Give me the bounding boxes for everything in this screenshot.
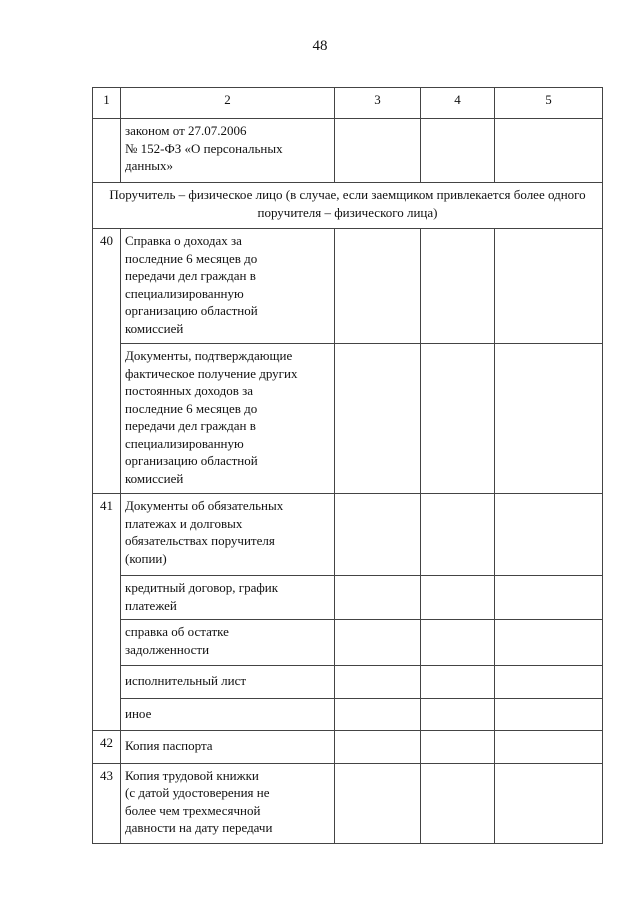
col5-cell (495, 763, 603, 843)
document-cell: исполнительный лист (121, 666, 335, 699)
table-row (93, 620, 603, 666)
col4-cell (421, 731, 495, 764)
table-row (93, 229, 603, 344)
col4-cell (421, 666, 495, 699)
col5-cell (495, 344, 603, 494)
col5-cell (495, 119, 603, 183)
header-col-1: 1 (93, 88, 121, 119)
header-col-3: 3 (335, 88, 421, 119)
table-row (93, 344, 603, 494)
col3-cell (335, 494, 421, 576)
document-cell: Справка о доходах за последние 6 месяцев до передачи дел граждан в специализированную организацию областной комиссией (121, 229, 335, 344)
header-col-2: 2 (121, 88, 335, 119)
documents-table (92, 87, 603, 844)
table-row (93, 494, 603, 576)
header-col-5: 5 (495, 88, 603, 119)
row-number-empty (93, 119, 121, 183)
col4-cell (421, 620, 495, 666)
col3-cell (335, 666, 421, 699)
document-cell: Копия паспорта (121, 731, 335, 764)
col3-cell (335, 576, 421, 620)
col4-cell (421, 344, 495, 494)
col3-cell (335, 698, 421, 731)
table-row (93, 698, 603, 731)
table-row (93, 576, 603, 620)
col4-cell (421, 494, 495, 576)
col5-cell (495, 229, 603, 344)
row-number: 43 (93, 763, 121, 843)
table-row-continuation (93, 119, 603, 183)
section-row (93, 183, 603, 229)
col4-cell (421, 229, 495, 344)
col5-cell (495, 666, 603, 699)
row-number: 41 (93, 494, 121, 731)
table-row (93, 731, 603, 764)
col3-cell (335, 731, 421, 764)
document-cell: Копия трудовой книжки (с датой удостоверения не более чем трехмесячной давности на дату передачи (121, 763, 335, 843)
col4-cell (421, 763, 495, 843)
document-cell: Документы, подтверждающие фактическое получение других постоянных доходов за последние 6 месяцев до передачи дел граждан в специализированную организацию областной комиссией (121, 344, 335, 494)
row-number: 40 (93, 229, 121, 494)
table-row (93, 763, 603, 843)
col5-cell (495, 494, 603, 576)
document-cell: Документы об обязательных платежах и долговых обязательствах поручителя (копии) (121, 494, 335, 576)
col4-cell (421, 576, 495, 620)
col5-cell (495, 576, 603, 620)
header-col-4: 4 (421, 88, 495, 119)
table-row (93, 666, 603, 699)
col3-cell (335, 763, 421, 843)
col3-cell (335, 229, 421, 344)
section-heading: Поручитель – физическое лицо (в случае, если заемщиком привлекается более одного поручителя – физического лица) (93, 183, 603, 229)
col3-cell (335, 119, 421, 183)
col4-cell (421, 119, 495, 183)
document-cell: кредитный договор, график платежей (121, 576, 335, 620)
col5-cell (495, 731, 603, 764)
row-number: 42 (93, 731, 121, 764)
page-number: 48 (312, 38, 328, 54)
col4-cell (421, 698, 495, 731)
col3-cell (335, 620, 421, 666)
document-cell: законом от 27.07.2006 № 152-ФЗ «О персональных данных» (121, 119, 335, 183)
document-cell: иное (121, 698, 335, 731)
col5-cell (495, 698, 603, 731)
col3-cell (335, 344, 421, 494)
col5-cell (495, 620, 603, 666)
document-cell: справка об остатке задолженности (121, 620, 335, 666)
table-header-row (93, 88, 603, 119)
